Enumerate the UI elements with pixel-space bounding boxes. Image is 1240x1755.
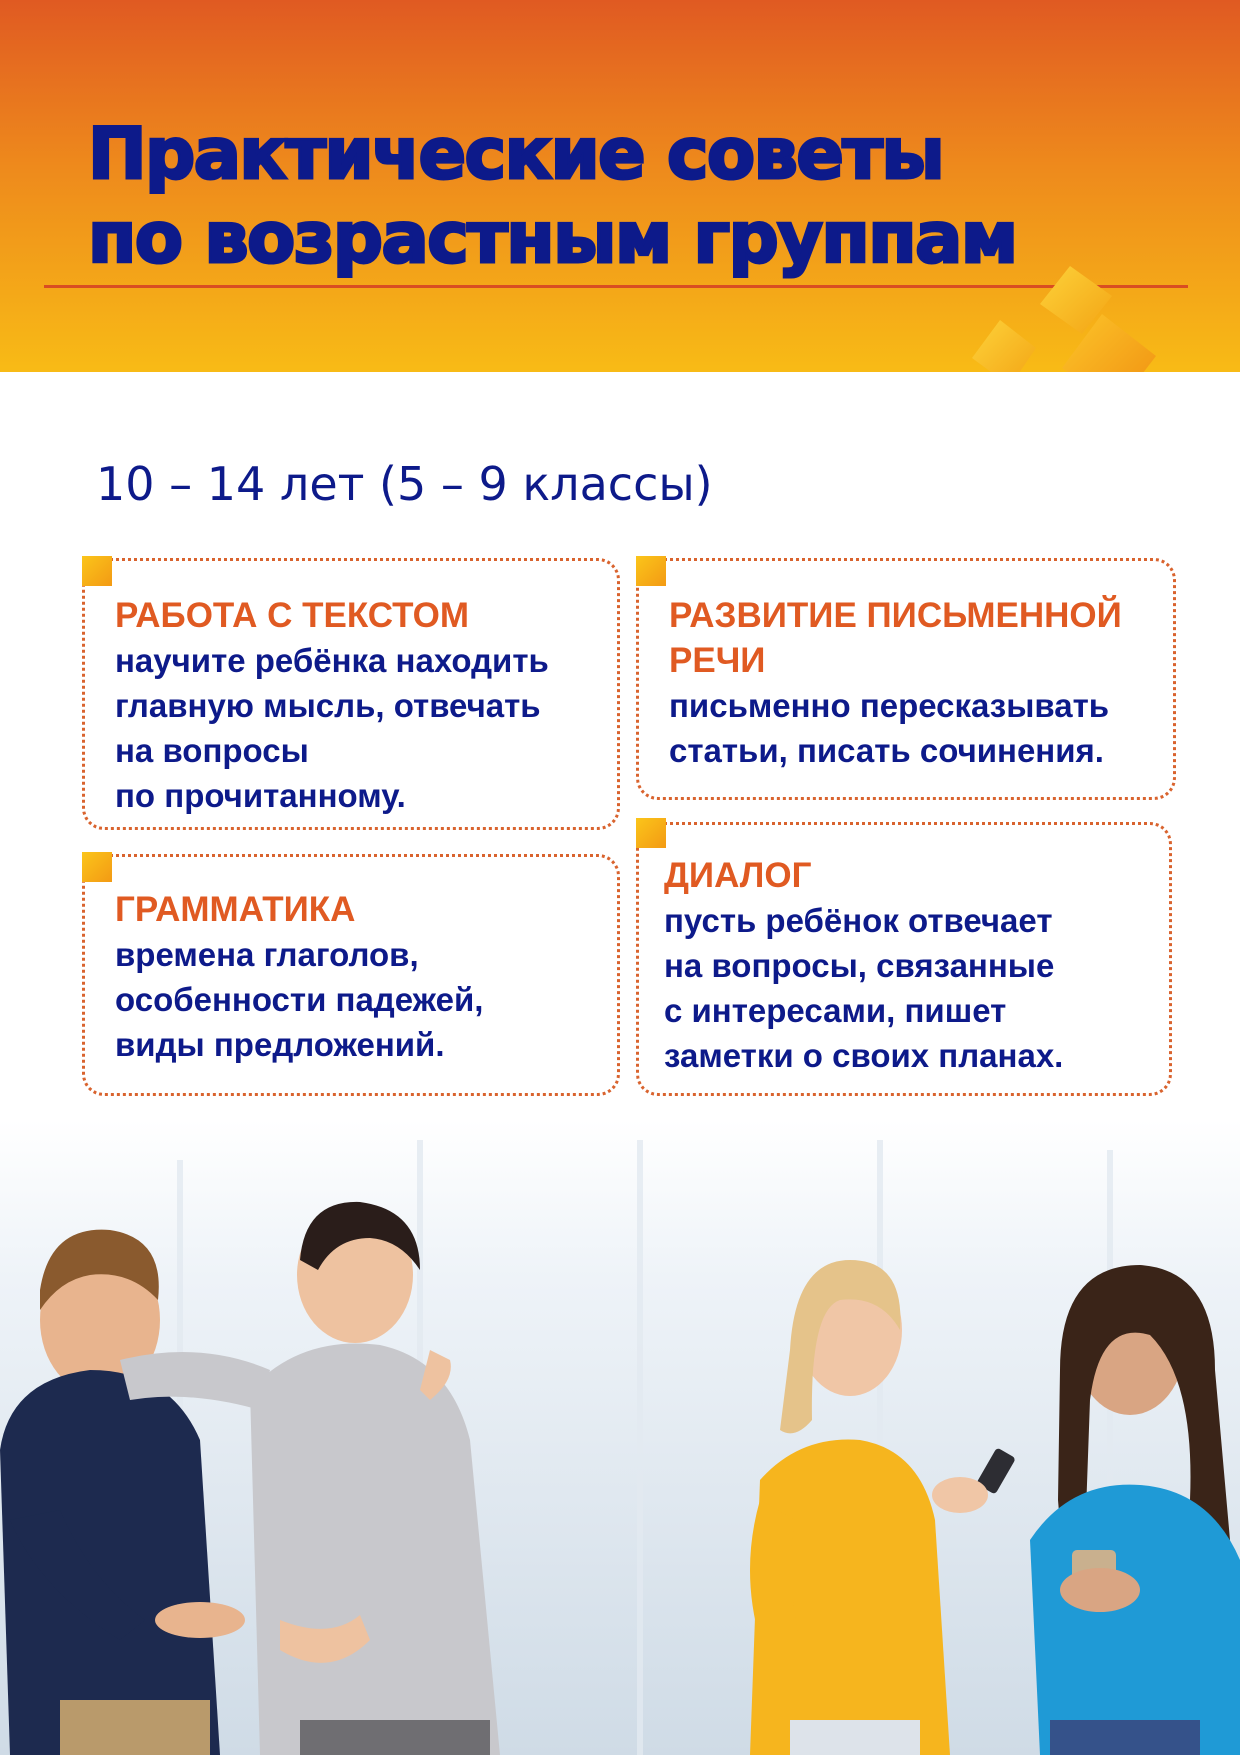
page-title — [88, 112, 1017, 280]
tip-card-text: пусть ребёнок отвечает на вопросы, связанные с интересами, пишет заметки о своих планах. — [664, 902, 1064, 1074]
children-photo — [0, 1120, 1240, 1755]
children-photo-icon — [0, 1120, 1240, 1755]
card-marker-icon — [82, 556, 112, 586]
page-title-line-1: Практические советы — [88, 113, 944, 195]
tip-card-dialog — [636, 822, 1172, 1096]
card-marker-icon — [636, 556, 666, 586]
tip-card-text: времена глаголов, особенности падежей, виды предложений. — [115, 936, 484, 1063]
decorative-squares-icon — [960, 260, 1220, 372]
tip-card-title: РАЗВИТИЕ ПИСЬМЕННОЙ РЕЧИ — [669, 596, 1122, 680]
tip-card-title: РАБОТА С ТЕКСТОМ — [115, 596, 470, 635]
tip-card-grammar — [82, 854, 620, 1096]
page-title-line-2: по возрастным группам — [88, 197, 1017, 279]
card-marker-icon — [82, 852, 112, 882]
tip-card-title: ДИАЛОГ — [664, 856, 812, 895]
header-banner — [0, 0, 1240, 372]
tip-card-writing — [636, 558, 1176, 800]
tip-card-text: научите ребёнка находить главную мысль, отвечать на вопросы по прочитанному. — [115, 642, 549, 814]
tip-card-text: письменно пересказывать статьи, писать сочинения. — [669, 687, 1110, 769]
card-marker-icon — [636, 818, 666, 848]
tip-card-title: ГРАММАТИКА — [115, 890, 356, 929]
tip-card-text-work — [82, 558, 620, 830]
age-group-heading: 10 – 14 лет (5 – 9 классы) — [96, 457, 713, 511]
